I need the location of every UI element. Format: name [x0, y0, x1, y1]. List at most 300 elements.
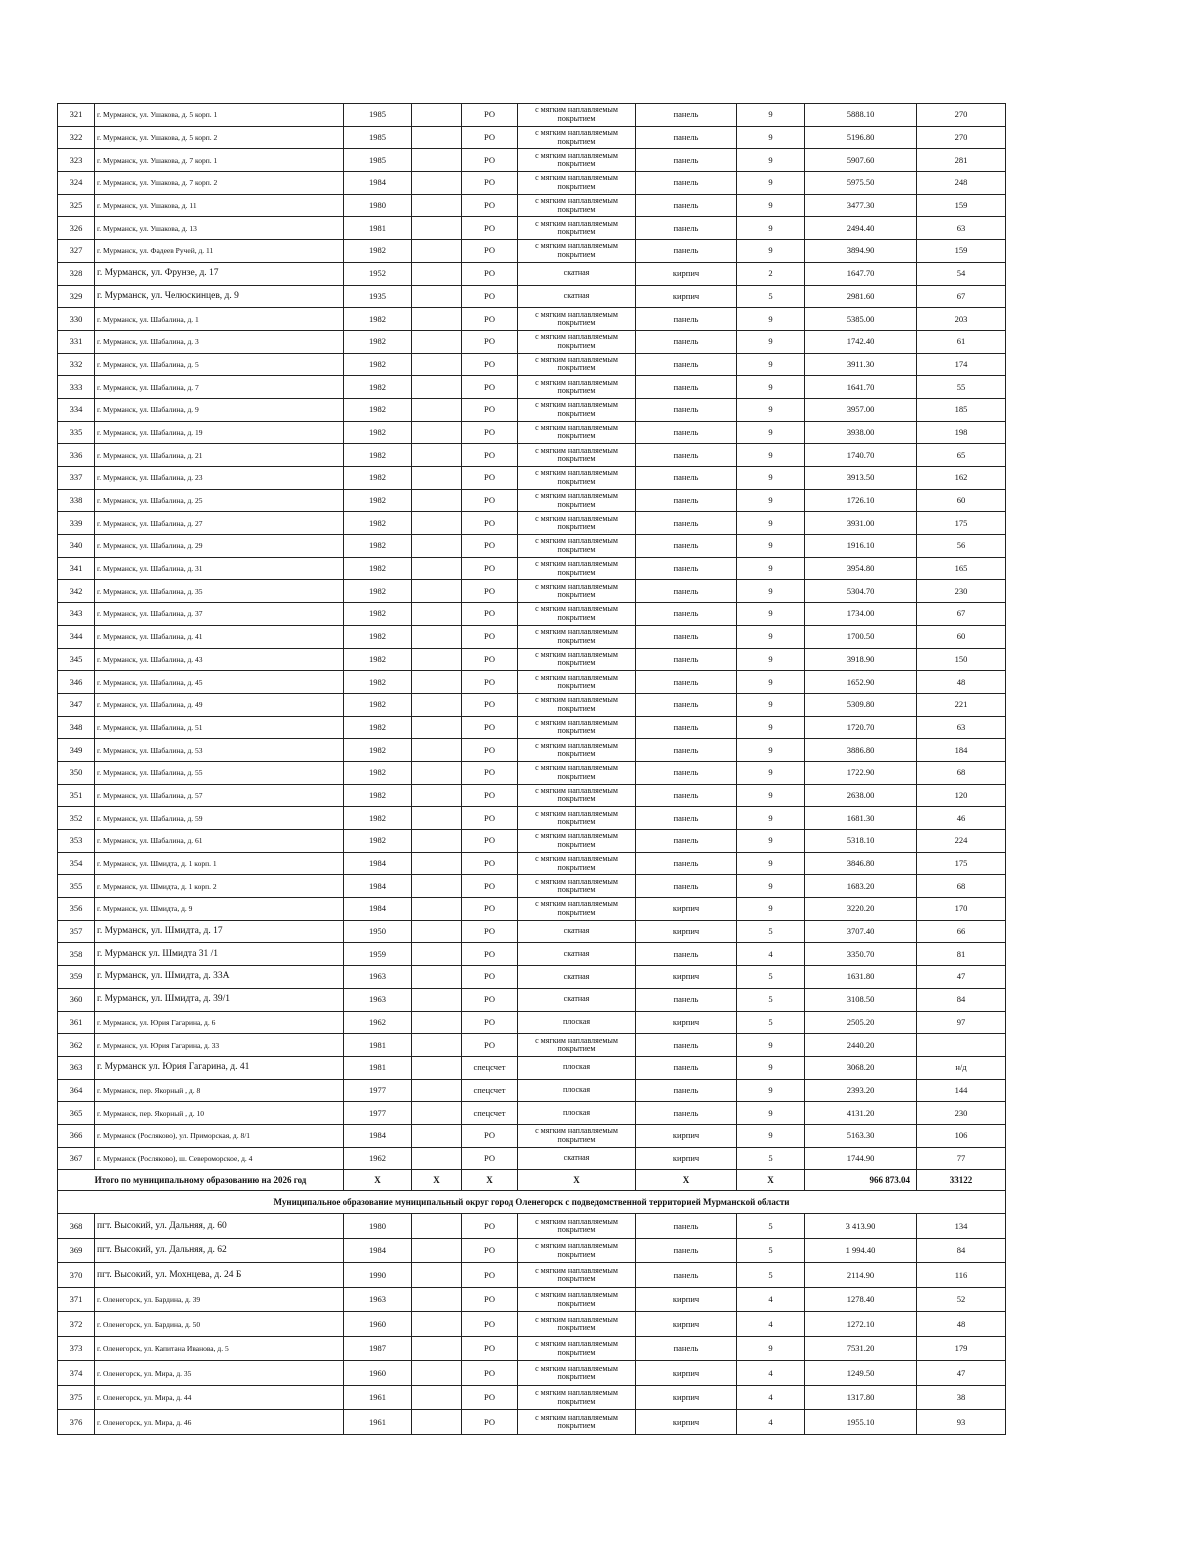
- fund-method-cell: РО: [462, 1263, 518, 1288]
- table-row: [58, 535, 1006, 558]
- blank-cell: [412, 1034, 462, 1057]
- area-cell: 3886.80: [805, 739, 917, 762]
- area-cell: 7531.20: [805, 1336, 917, 1361]
- year-cell: 1985: [344, 149, 412, 172]
- address-cell: г. Мурманск, ул. Шабалина, д. 41: [95, 625, 344, 648]
- address-cell: г. Мурманск, ул. Шабалина, д. 57: [95, 784, 344, 807]
- roof-type-cell: с мягким наплавляемым покрытием: [518, 1312, 636, 1337]
- roof-type-cell: скатная: [518, 920, 636, 943]
- floors-cell: 9: [737, 671, 805, 694]
- roof-type-cell: с мягким наплавляемым покрытием: [518, 784, 636, 807]
- wall-material-cell: кирпич: [636, 1124, 737, 1147]
- floors-cell: 2: [737, 262, 805, 285]
- table-row: [58, 1238, 1006, 1263]
- blank-cell: [412, 898, 462, 921]
- address-cell: г. Мурманск, ул. Шабалина, д. 45: [95, 671, 344, 694]
- fund-method-cell: РО: [462, 1011, 518, 1034]
- table-row: [58, 1079, 1006, 1102]
- area-cell: 3954.80: [805, 557, 917, 580]
- residents-cell: 84: [917, 1238, 1006, 1263]
- residents-cell: 52: [917, 1287, 1006, 1312]
- year-cell: 1977: [344, 1079, 412, 1102]
- address-cell: г. Мурманск, пер. Якорный , д. 8: [95, 1079, 344, 1102]
- table-row: [58, 240, 1006, 263]
- row-number-cell: 373: [58, 1336, 95, 1361]
- roof-type-cell: с мягким наплавляемым покрытием: [518, 1214, 636, 1239]
- address-cell: г. Мурманск, ул. Шабалина, д. 5: [95, 353, 344, 376]
- residents-cell: 230: [917, 1102, 1006, 1125]
- address-cell: г. Мурманск, ул. Шабалина, д. 29: [95, 535, 344, 558]
- roof-type-cell: скатная: [518, 966, 636, 989]
- row-number-cell: 361: [58, 1011, 95, 1034]
- roof-type-cell: с мягким наплавляемым покрытием: [518, 1287, 636, 1312]
- table-row: [58, 1102, 1006, 1125]
- area-cell: 3846.80: [805, 852, 917, 875]
- row-number-cell: 325: [58, 194, 95, 217]
- table-row: [58, 262, 1006, 285]
- table-row: [58, 830, 1006, 853]
- fund-method-cell: РО: [462, 807, 518, 830]
- roof-type-cell: с мягким наплавляемым покрытием: [518, 830, 636, 853]
- year-cell: 1961: [344, 1410, 412, 1435]
- wall-material-cell: кирпич: [636, 898, 737, 921]
- blank-cell: [412, 421, 462, 444]
- floors-cell: 9: [737, 1034, 805, 1057]
- roof-type-cell: с мягким наплавляемым покрытием: [518, 330, 636, 353]
- table-row: [58, 149, 1006, 172]
- area-cell: 2981.60: [805, 285, 917, 308]
- residents-cell: 281: [917, 149, 1006, 172]
- table-row: [58, 739, 1006, 762]
- residents-cell: 38: [917, 1385, 1006, 1410]
- fund-method-cell: РО: [462, 1361, 518, 1386]
- floors-cell: 5: [737, 1263, 805, 1288]
- year-cell: 1982: [344, 761, 412, 784]
- address-cell: г. Мурманск, ул. Юрия Гагарина, д. 6: [95, 1011, 344, 1034]
- fund-method-cell: РО: [462, 716, 518, 739]
- year-cell: 1982: [344, 330, 412, 353]
- wall-material-cell: панель: [636, 1102, 737, 1125]
- area-cell: 1631.80: [805, 966, 917, 989]
- residents-cell: 248: [917, 172, 1006, 195]
- blank-cell: [412, 104, 462, 127]
- row-number-cell: 371: [58, 1287, 95, 1312]
- year-cell: 1984: [344, 898, 412, 921]
- residents-cell: 159: [917, 240, 1006, 263]
- floors-cell: 9: [737, 535, 805, 558]
- address-cell: г. Мурманск, ул. Шмидта, д. 39/1: [95, 988, 344, 1011]
- floors-cell: 9: [737, 217, 805, 240]
- table-row: [58, 1361, 1006, 1386]
- residents-cell: 150: [917, 648, 1006, 671]
- address-cell: г. Оленегорск, ул. Бардина, д. 50: [95, 1312, 344, 1337]
- row-number-cell: 336: [58, 444, 95, 467]
- table-row: [58, 126, 1006, 149]
- table-row: [58, 467, 1006, 490]
- floors-cell: 9: [737, 580, 805, 603]
- wall-material-cell: панель: [636, 784, 737, 807]
- year-cell: 1980: [344, 194, 412, 217]
- address-cell: г. Оленегорск, ул. Бардина, д. 39: [95, 1287, 344, 1312]
- floors-cell: 9: [737, 625, 805, 648]
- blank-cell: [412, 444, 462, 467]
- roof-type-cell: с мягким наплавляемым покрытием: [518, 240, 636, 263]
- wall-material-cell: панель: [636, 194, 737, 217]
- blank-cell: [412, 1011, 462, 1034]
- fund-method-cell: РО: [462, 1147, 518, 1170]
- row-number-cell: 343: [58, 603, 95, 626]
- row-number-cell: 328: [58, 262, 95, 285]
- area-cell: 3 413.90: [805, 1214, 917, 1239]
- table-row: [58, 285, 1006, 308]
- floors-cell: 4: [737, 943, 805, 966]
- roof-type-cell: с мягким наплавляемым покрытием: [518, 1361, 636, 1386]
- floors-cell: 9: [737, 353, 805, 376]
- blank-cell: [412, 126, 462, 149]
- row-number-cell: 344: [58, 625, 95, 648]
- year-cell: 1962: [344, 1011, 412, 1034]
- area-cell: 2505.20: [805, 1011, 917, 1034]
- floors-cell: 9: [737, 104, 805, 127]
- wall-material-cell: кирпич: [636, 1361, 737, 1386]
- residents-cell: 84: [917, 988, 1006, 1011]
- table-row: [58, 898, 1006, 921]
- address-cell: г. Мурманск, ул. Фрунзе, д. 17: [95, 262, 344, 285]
- floors-cell: 4: [737, 1312, 805, 1337]
- fund-method-cell: РО: [462, 693, 518, 716]
- area-cell: 2494.40: [805, 217, 917, 240]
- roof-type-cell: с мягким наплавляемым покрытием: [518, 739, 636, 762]
- wall-material-cell: панель: [636, 1056, 737, 1079]
- row-number-cell: 339: [58, 512, 95, 535]
- row-number-cell: 337: [58, 467, 95, 490]
- fund-method-cell: РО: [462, 444, 518, 467]
- row-number-cell: 363: [58, 1056, 95, 1079]
- area-cell: 3707.40: [805, 920, 917, 943]
- residents-cell: 170: [917, 898, 1006, 921]
- fund-method-cell: РО: [462, 1124, 518, 1147]
- fund-method-cell: РО: [462, 875, 518, 898]
- year-cell: 1982: [344, 444, 412, 467]
- address-cell: г. Мурманск, ул. Ушакова, д. 5 корп. 1: [95, 104, 344, 127]
- roof-type-cell: с мягким наплавляемым покрытием: [518, 1385, 636, 1410]
- wall-material-cell: панель: [636, 1238, 737, 1263]
- table-row: [58, 1287, 1006, 1312]
- residents-cell: 175: [917, 512, 1006, 535]
- fund-method-cell: РО: [462, 353, 518, 376]
- residents-cell: 165: [917, 557, 1006, 580]
- address-cell: г. Мурманск ул. Юрия Гагарина, д. 41: [95, 1056, 344, 1079]
- floors-cell: 9: [737, 648, 805, 671]
- floors-cell: 9: [737, 1102, 805, 1125]
- residents-cell: 179: [917, 1336, 1006, 1361]
- floors-cell: 9: [737, 330, 805, 353]
- table-row: [58, 716, 1006, 739]
- residents-cell: 47: [917, 1361, 1006, 1386]
- row-number-cell: 332: [58, 353, 95, 376]
- floors-cell: 5: [737, 966, 805, 989]
- year-cell: 1985: [344, 104, 412, 127]
- residents-cell: 67: [917, 285, 1006, 308]
- year-cell: 1980: [344, 1214, 412, 1239]
- row-number-cell: 372: [58, 1312, 95, 1337]
- row-number-cell: 368: [58, 1214, 95, 1239]
- table-row: [58, 1263, 1006, 1288]
- roof-type-cell: с мягким наплавляемым покрытием: [518, 535, 636, 558]
- area-cell: 4131.20: [805, 1102, 917, 1125]
- floors-cell: 9: [737, 376, 805, 399]
- blank-cell: [412, 988, 462, 1011]
- row-number-cell: 331: [58, 330, 95, 353]
- residents-cell: 66: [917, 920, 1006, 943]
- address-cell: г. Мурманск, ул. Шабалина, д. 3: [95, 330, 344, 353]
- fund-method-cell: РО: [462, 966, 518, 989]
- area-cell: 2114.90: [805, 1263, 917, 1288]
- year-cell: 1959: [344, 943, 412, 966]
- address-cell: г. Мурманск, ул. Шмидта, д. 33А: [95, 966, 344, 989]
- roof-type-cell: с мягким наплавляемым покрытием: [518, 716, 636, 739]
- fund-method-cell: РО: [462, 240, 518, 263]
- total-x-cell: Х: [462, 1170, 518, 1191]
- residents-cell: 65: [917, 444, 1006, 467]
- fund-method-cell: РО: [462, 920, 518, 943]
- floors-cell: 9: [737, 1056, 805, 1079]
- table-row: [58, 943, 1006, 966]
- roof-type-cell: с мягким наплавляемым покрытием: [518, 104, 636, 127]
- table-row: [58, 966, 1006, 989]
- residents-cell: 224: [917, 830, 1006, 853]
- residents-cell: 68: [917, 761, 1006, 784]
- wall-material-cell: кирпич: [636, 1011, 737, 1034]
- fund-method-cell: РО: [462, 761, 518, 784]
- year-cell: 1982: [344, 308, 412, 331]
- area-cell: 1647.70: [805, 262, 917, 285]
- floors-cell: 9: [737, 444, 805, 467]
- table-row: [58, 308, 1006, 331]
- floors-cell: 9: [737, 126, 805, 149]
- row-number-cell: 342: [58, 580, 95, 603]
- address-cell: г. Мурманск, ул. Шабалина, д. 9: [95, 398, 344, 421]
- residents-cell: 185: [917, 398, 1006, 421]
- total-x-cell: Х: [344, 1170, 412, 1191]
- address-cell: г. Мурманск, ул. Ушакова, д. 7 корп. 1: [95, 149, 344, 172]
- year-cell: 1960: [344, 1361, 412, 1386]
- roof-type-cell: с мягким наплавляемым покрытием: [518, 1263, 636, 1288]
- table-row: [58, 852, 1006, 875]
- wall-material-cell: панель: [636, 1034, 737, 1057]
- blank-cell: [412, 172, 462, 195]
- fund-method-cell: РО: [462, 512, 518, 535]
- row-number-cell: 353: [58, 830, 95, 853]
- address-cell: г. Мурманск, ул. Юрия Гагарина, д. 33: [95, 1034, 344, 1057]
- residents-cell: 116: [917, 1263, 1006, 1288]
- wall-material-cell: панель: [636, 580, 737, 603]
- blank-cell: [412, 693, 462, 716]
- roof-type-cell: с мягким наплавляемым покрытием: [518, 557, 636, 580]
- area-cell: 1641.70: [805, 376, 917, 399]
- residents-cell: 184: [917, 739, 1006, 762]
- roof-type-cell: скатная: [518, 988, 636, 1011]
- row-number-cell: 329: [58, 285, 95, 308]
- wall-material-cell: панель: [636, 1079, 737, 1102]
- address-cell: г. Мурманск, ул. Шабалина, д. 31: [95, 557, 344, 580]
- total-x-cell: Х: [636, 1170, 737, 1191]
- table-row: [58, 376, 1006, 399]
- residents-cell: [917, 1034, 1006, 1057]
- table-row: [58, 1124, 1006, 1147]
- roof-type-cell: с мягким наплавляемым покрытием: [518, 194, 636, 217]
- year-cell: 1962: [344, 1147, 412, 1170]
- area-cell: 1955.10: [805, 1410, 917, 1435]
- fund-method-cell: РО: [462, 648, 518, 671]
- area-cell: 1740.70: [805, 444, 917, 467]
- table-row: [58, 1034, 1006, 1057]
- year-cell: 1982: [344, 398, 412, 421]
- blank-cell: [412, 1124, 462, 1147]
- year-cell: 1982: [344, 467, 412, 490]
- area-cell: 3894.90: [805, 240, 917, 263]
- floors-cell: 5: [737, 1238, 805, 1263]
- section-header-row: [58, 1191, 1006, 1214]
- floors-cell: 9: [737, 693, 805, 716]
- table-row: [58, 580, 1006, 603]
- wall-material-cell: панель: [636, 512, 737, 535]
- area-cell: 1744.90: [805, 1147, 917, 1170]
- residents-cell: 55: [917, 376, 1006, 399]
- roof-type-cell: с мягким наплавляемым покрытием: [518, 489, 636, 512]
- blank-cell: [412, 830, 462, 853]
- wall-material-cell: панель: [636, 330, 737, 353]
- address-cell: г. Мурманск, ул. Шабалина, д. 51: [95, 716, 344, 739]
- address-cell: пгт. Высокий, ул. Мохнцева, д. 24 Б: [95, 1263, 344, 1288]
- wall-material-cell: кирпич: [636, 1147, 737, 1170]
- roof-type-cell: с мягким наплавляемым покрытием: [518, 807, 636, 830]
- fund-method-cell: РО: [462, 1385, 518, 1410]
- fund-method-cell: РО: [462, 149, 518, 172]
- year-cell: 1982: [344, 739, 412, 762]
- fund-method-cell: РО: [462, 898, 518, 921]
- blank-cell: [412, 376, 462, 399]
- table-row: [58, 1056, 1006, 1079]
- row-number-cell: 362: [58, 1034, 95, 1057]
- address-cell: г. Мурманск, ул. Шабалина, д. 37: [95, 603, 344, 626]
- wall-material-cell: панель: [636, 308, 737, 331]
- wall-material-cell: панель: [636, 376, 737, 399]
- floors-cell: 9: [737, 489, 805, 512]
- year-cell: 1982: [344, 603, 412, 626]
- floors-cell: 4: [737, 1287, 805, 1312]
- address-cell: г. Мурманск, ул. Шабалина, д. 19: [95, 421, 344, 444]
- table-row: [58, 875, 1006, 898]
- roof-type-cell: плоская: [518, 1079, 636, 1102]
- floors-cell: 5: [737, 988, 805, 1011]
- blank-cell: [412, 852, 462, 875]
- year-cell: 1984: [344, 875, 412, 898]
- blank-cell: [412, 1361, 462, 1386]
- fund-method-cell: РО: [462, 739, 518, 762]
- roof-type-cell: с мягким наплавляемым покрытием: [518, 1034, 636, 1057]
- wall-material-cell: панель: [636, 444, 737, 467]
- roof-type-cell: плоская: [518, 1056, 636, 1079]
- blank-cell: [412, 966, 462, 989]
- area-cell: 1652.90: [805, 671, 917, 694]
- fund-method-cell: РО: [462, 557, 518, 580]
- blank-cell: [412, 1336, 462, 1361]
- row-number-cell: 356: [58, 898, 95, 921]
- blank-cell: [412, 467, 462, 490]
- blank-cell: [412, 285, 462, 308]
- roof-type-cell: скатная: [518, 262, 636, 285]
- residents-cell: 221: [917, 693, 1006, 716]
- fund-method-cell: РО: [462, 308, 518, 331]
- fund-method-cell: РО: [462, 172, 518, 195]
- residents-cell: 230: [917, 580, 1006, 603]
- wall-material-cell: панель: [636, 761, 737, 784]
- fund-method-cell: РО: [462, 535, 518, 558]
- area-cell: 5385.00: [805, 308, 917, 331]
- blank-cell: [412, 1079, 462, 1102]
- year-cell: 1935: [344, 285, 412, 308]
- floors-cell: 9: [737, 830, 805, 853]
- residents-cell: 270: [917, 104, 1006, 127]
- blank-cell: [412, 784, 462, 807]
- year-cell: 1952: [344, 262, 412, 285]
- address-cell: г. Мурманск, ул. Шабалина, д. 49: [95, 693, 344, 716]
- address-cell: г. Мурманск, ул. Шабалина, д. 43: [95, 648, 344, 671]
- address-cell: г. Мурманск, ул. Шабалина, д. 53: [95, 739, 344, 762]
- row-number-cell: 347: [58, 693, 95, 716]
- year-cell: 1981: [344, 217, 412, 240]
- year-cell: 1961: [344, 1385, 412, 1410]
- table-row: [58, 172, 1006, 195]
- floors-cell: 9: [737, 149, 805, 172]
- blank-cell: [412, 943, 462, 966]
- year-cell: 1982: [344, 693, 412, 716]
- wall-material-cell: панель: [636, 988, 737, 1011]
- area-cell: 1734.00: [805, 603, 917, 626]
- row-number-cell: 367: [58, 1147, 95, 1170]
- blank-cell: [412, 580, 462, 603]
- residents-cell: 47: [917, 966, 1006, 989]
- area-cell: 1 994.40: [805, 1238, 917, 1263]
- table-row: [58, 1336, 1006, 1361]
- area-cell: 1720.70: [805, 716, 917, 739]
- roof-type-cell: с мягким наплавляемым покрытием: [518, 898, 636, 921]
- total-row: [58, 1170, 1006, 1191]
- year-cell: 1963: [344, 1287, 412, 1312]
- area-cell: 3350.70: [805, 943, 917, 966]
- roof-type-cell: с мягким наплавляемым покрытием: [518, 1238, 636, 1263]
- area-cell: 1317.80: [805, 1385, 917, 1410]
- residents-cell: 159: [917, 194, 1006, 217]
- floors-cell: 9: [737, 172, 805, 195]
- floors-cell: 9: [737, 398, 805, 421]
- address-cell: г. Мурманск, ул. Ушакова, д. 7 корп. 2: [95, 172, 344, 195]
- area-cell: 3477.30: [805, 194, 917, 217]
- residents-cell: 77: [917, 1147, 1006, 1170]
- roof-type-cell: с мягким наплавляемым покрытием: [518, 353, 636, 376]
- address-cell: пгт. Высокий, ул. Дальняя, д. 60: [95, 1214, 344, 1239]
- area-cell: 5975.50: [805, 172, 917, 195]
- area-cell: 3068.20: [805, 1056, 917, 1079]
- floors-cell: 9: [737, 1079, 805, 1102]
- year-cell: 1982: [344, 353, 412, 376]
- blank-cell: [412, 1287, 462, 1312]
- address-cell: г. Мурманск, ул. Шабалина, д. 55: [95, 761, 344, 784]
- table-row: [58, 1410, 1006, 1435]
- wall-material-cell: панель: [636, 467, 737, 490]
- blank-cell: [412, 240, 462, 263]
